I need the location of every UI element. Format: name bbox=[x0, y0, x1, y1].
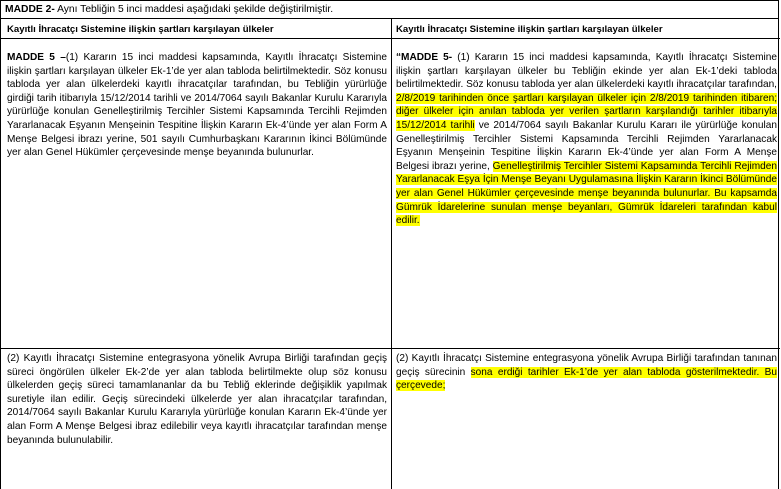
article-header-body: Aynı Tebliğin 5 inci maddesi aşağıdaki şekilde değiştirilmiştir. bbox=[54, 4, 334, 15]
comparison-table bbox=[0, 19, 779, 489]
left-paragraph-1-text: (1) Kararın 15 inci maddesi kapsamında, Kayıtlı İhracatçı Sistemine ilişkin şartları karşılayan ülkeler Ek-1’de yer alan tabloda belirtilmektedir. Söz konusu tabloda yer alan ülkelerdeki kayıtlı ihracatçılar tarafından, bu Tebliğin yürürlüğe girdiği tarih itibarıyla 15/12/2014 tarihli ve 2014/7064 sayılı Bakanlar Kurulu Kararıyla yürürlüğe konulan Genelleştirilmiş Tercihler Sistemi Kapsamında Tercihli Rejimden Yararlanacak Eşyanın Menşeinin Tespitine İlişkin Kararın Ek-4’ünde yer alan Form A Menşe Belgesi ibrazı yerine, 501 sayılı Cumhurbaşkanı Kararının İkinci Bölümünde yer alan Genel Hükümler çerçevesinde menşe beyanında bulunurlar. bbox=[7, 52, 387, 159]
right-paragraph-1 bbox=[396, 51, 777, 228]
article-label: MADDE 2- bbox=[5, 4, 55, 15]
left-paragraph-1 bbox=[7, 51, 387, 160]
column-divider bbox=[391, 19, 392, 489]
row-divider bbox=[1, 348, 780, 349]
left-heading: Kayıtlı İhracatçı Sistemine ilişkin şartları karşılayan ülkeler bbox=[7, 24, 274, 35]
left-article-label: MADDE 5 – bbox=[7, 52, 66, 63]
heading-row-divider bbox=[1, 38, 780, 39]
right-paragraph-2-text: (2) Kayıtlı İhracatçı Sistemine entegrasyona yönelik Avrupa Birliği tarafından tanınan geçiş sürecinin bbox=[396, 353, 777, 378]
right-highlight-2: Genelleştirilmiş Tercihler Sistemi Kapsamında Tercihli Rejimden Yararlanacak Eşya İçin Menşe Beyanı Uygulamasına İlişkin Kararın İkinci Bölümünde yer alan Genel Hükümler çerçevesinde menşe beyanında bulunurlar. Bu kapsamda Gümrük İdarelerine sunulan menşe beyanları, Gümrük İdareleri tarafından kabul edilir. bbox=[396, 160, 777, 227]
right-article-label: “MADDE 5- bbox=[396, 52, 453, 63]
article-header-text bbox=[5, 4, 333, 15]
right-paragraph-1-text-b: ve 2014/7064 sayılı Bakanlar Kurulu Kararı ile yürürlüğe konulan Genelleştirilmiş Tercihler Sistemi Kapsamında Tercihli Rejimden Yararlanacak Eşyanın Menşeinin Tespitine İlişkin Kararın Ek-4’ünde yer alan Form A Menşe Belgesi ibrazı yerine, bbox=[396, 119, 777, 172]
left-paragraph-2: (2) Kayıtlı İhracatçı Sistemine entegrasyona yönelik Avrupa Birliği tarafından geçiş süreci öngörülen ülkeler Ek-2’de yer alan tabloda belirtilmekte olup söz konusu ülkelerden geçiş süreci tamamlananlar da bu Tebliğ eklerinde değişiklik yapılmak suretiyle ilan edilir. Geçiş sürecindeki ülkelerde yer alan ihracatçılar tarafından, 2014/7064 sayılı Bakanlar Kurulu Kararıyla yürürlüğe konulan Kararın Ek-4’ünde yer alan Form A Menşe Belgesi ibraz edilebilir veya kayıtlı ihracatçılar tarafından menşe beyanında bulunulabilir. bbox=[7, 353, 387, 446]
right-highlight-1: 2/8/2019 tarihinden önce şartları karşılayan ülkeler için 2/8/2019 tarihinden itibaren; diğer ülkeler için anılan tabloda yer verilen şartların karşılandığı tarihler itibarıyla 15/12/2014 tarihli bbox=[396, 92, 777, 131]
right-heading: Kayıtlı İhracatçı Sistemine ilişkin şartları karşılayan ülkeler bbox=[396, 24, 663, 35]
right-highlight-3: sona erdiği tarihler Ek-1’de yer alan tabloda gösterilmektedir. Bu çerçevede; bbox=[396, 366, 777, 392]
right-paragraph-1-text-a: (1) Kararın 15 inci maddesi kapsamında, Kayıtlı İhracatçı Sistemine ilişkin şartları karşılayan ülkeler bu Tebliğin ekinde yer alan Ek-1’deki tabloda belirtilmektedir. Söz konusu tabloda yer alan ülkelerdeki kayıtlı ihracatçılar tarafından, bbox=[396, 52, 777, 91]
right-paragraph-2 bbox=[396, 352, 777, 393]
article-header bbox=[0, 0, 779, 19]
